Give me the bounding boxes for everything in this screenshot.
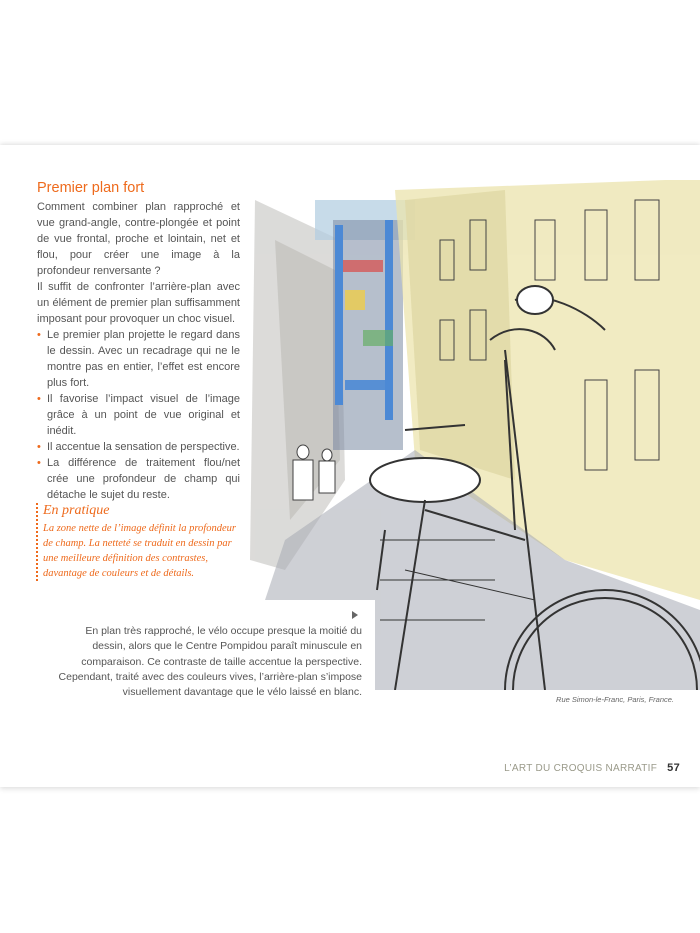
intro-paragraph-2: Il suffit de confronter l’arrière-plan avec un élément de premier plan suffisamment imposant pour provoquer un choc visuel.: [37, 281, 240, 325]
bullet-icon: •: [37, 441, 41, 453]
bullet-item: [37, 439, 240, 455]
bullet-icon: •: [37, 329, 41, 341]
bullet-item: [37, 391, 240, 439]
illustration-credit: Rue Simon-le-Franc, Paris, France.: [556, 695, 674, 704]
sketch-image: [245, 180, 700, 690]
street-sketch-illustration: [245, 180, 700, 690]
bullet-item: [37, 327, 240, 391]
section-title: Premier plan fort: [37, 180, 145, 196]
bullet-text: Il accentue la sensation de perspective.: [47, 441, 240, 453]
bullet-list: [37, 327, 240, 503]
caption-pointer-icon: [352, 611, 358, 619]
bullet-icon: •: [37, 393, 41, 405]
bullet-text: La différence de traitement flou/net crée une profondeur de champ qui détache le sujet du reste.: [47, 457, 240, 501]
bullet-icon: •: [37, 457, 41, 469]
section-body: [37, 199, 240, 503]
illustration-caption: En plan très rapproché, le vélo occupe presque la moitié du dessin, alors que le Centre Pompidou paraît minuscule en comparaison. Ce contraste de taille accentue la perspective. Cependant, traité avec des couleurs vives, l’arrière-plan s’impose visuellement davantage que le vélo laissé en blanc.: [58, 625, 362, 699]
bullet-text: Le premier plan projette le regard dans le dessin. Avec un recadrage qui ne le montre pas en entier, l’effet est encore plus fort.: [47, 329, 240, 389]
intro-paragraph-1: Comment combiner plan rapproché et vue grand-angle, contre-plongée et point de vue frontal, proche et lointain, net et flou, pour créer une image à la profondeur renversante ?: [37, 201, 240, 277]
tip-title: En pratique: [43, 503, 110, 518]
bullet-item: [37, 455, 240, 503]
running-title: L’ART DU CROQUIS NARRATIF: [504, 763, 658, 774]
tip-box: [36, 503, 241, 581]
page-footer: [504, 762, 680, 774]
bullet-text: Il favorise l’impact visuel de l’image grâce à un point de vue original et inédit.: [47, 393, 240, 437]
tip-text: La zone nette de l’image définit la profondeur de champ. La netteté se traduit en dessin par une meilleure définition des contrastes, davantage de couleurs et de détails.: [43, 523, 236, 579]
page-number: 57: [667, 762, 680, 774]
